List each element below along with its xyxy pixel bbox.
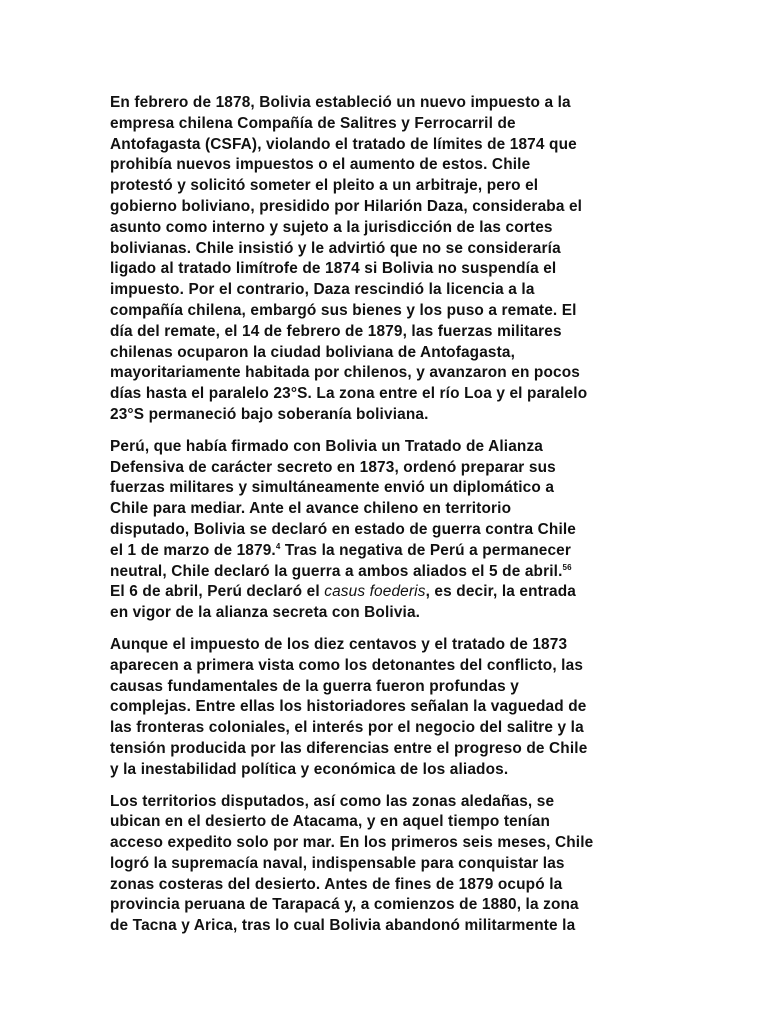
text-line: logró la supremacía naval, indispensable para conquistar las — [110, 854, 565, 872]
paragraph-3 — [110, 635, 655, 781]
document-body — [110, 93, 655, 948]
text-line: chilenas ocuparon la ciudad boliviana de Antofagasta, — [110, 343, 516, 361]
text-line: 23°S permaneció bajo soberanía boliviana. — [110, 405, 429, 423]
text-line: bolivianas. Chile insistió y le advirtió que no se consideraría — [110, 239, 561, 257]
text-fragment: , es decir, la entrada — [425, 583, 577, 601]
text-line: Antofagasta (CSFA), violando el tratado de límites de 1874 que — [110, 135, 577, 153]
text-fragment: el 1 de marzo de 1879. — [110, 541, 276, 559]
paragraph-1 — [110, 93, 655, 426]
text-line: provincia peruana de Tarapacá y, a comienzos de 1880, la zona — [110, 896, 579, 914]
text-line: ligado al tratado limítrofe de 1874 si Bolivia no suspendía el — [110, 260, 557, 278]
text-line: empresa chilena Compañía de Salitres y Ferrocarril de — [110, 114, 516, 132]
text-line: y la inestabilidad política y económica de los aliados. — [110, 760, 509, 778]
text-line: día del remate, el 14 de febrero de 1879, las fuerzas militares — [110, 322, 562, 340]
text-fragment: neutral, Chile declaró la guerra a ambos aliados el 5 de abril. — [110, 562, 563, 580]
text-line: Los territorios disputados, así como las zonas aledañas, se — [110, 792, 555, 810]
text-line: Perú, que había firmado con Bolivia un Tratado de Alianza — [110, 437, 544, 455]
text-line: acceso expedito solo por mar. En los primeros seis meses, Chile — [110, 834, 594, 852]
footnote-ref[interactable]: 56 — [562, 562, 572, 572]
text-line: impuesto. Por el contrario, Daza rescindió la licencia a la — [110, 281, 535, 299]
footnote-ref[interactable]: 4 — [275, 541, 281, 551]
text-line: mayoritariamente habitada por chilenos, y avanzaron en pocos — [110, 364, 580, 382]
paragraph-2 — [110, 437, 655, 624]
text-line: tensión producida por las diferencias entre el progreso de Chile — [110, 739, 588, 757]
text-line: complejas. Entre ellas los historiadores señalan la vaguedad de — [110, 698, 587, 716]
text-line: compañía chilena, embargó sus bienes y los puso a remate. El — [110, 301, 577, 319]
text-line: ubican en el desierto de Atacama, y en aquel tiempo tenían — [110, 813, 551, 831]
text-line: Chile para mediar. Ante el avance chileno en territorio — [110, 500, 512, 518]
text-line: prohibía nuevos impuestos o el aumento de estos. Chile — [110, 156, 531, 174]
text-line: En febrero de 1878, Bolivia estableció un nuevo impuesto a la — [110, 94, 571, 111]
text-line: las fronteras coloniales, el interés por el negocio del salitre y la — [110, 719, 584, 737]
text-line: zonas costeras del desierto. Antes de fines de 1879 ocupó la — [110, 875, 563, 893]
text-line: días hasta el paralelo 23°S. La zona entre el río Loa y el paralelo — [110, 385, 588, 403]
text-line: de Tacna y Arica, tras lo cual Bolivia abandonó militarmente la — [110, 917, 576, 935]
italic-term: casus foederis — [324, 583, 426, 601]
text-line: fuerzas militares y simultáneamente envió un diplomático a — [110, 479, 555, 497]
text-line: disputado, Bolivia se declaró en estado de guerra contra Chile — [110, 520, 577, 538]
text-line: Aunque el impuesto de los diez centavos y el tratado de 1873 — [110, 635, 568, 653]
text-fragment: Tras la negativa de Perú a permanecer — [280, 541, 572, 559]
text-line: aparecen a primera vista como los detonantes del conflicto, las — [110, 656, 584, 674]
text-line: asunto como interno y sujeto a la jurisdicción de las cortes — [110, 218, 553, 236]
text-line — [110, 562, 655, 583]
text-line: en vigor de la alianza secreta con Bolivia. — [110, 604, 421, 622]
text-line: Defensiva de carácter secreto en 1873, ordenó preparar sus — [110, 458, 556, 476]
text-line: causas fundamentales de la guerra fueron profundas y — [110, 677, 519, 695]
text-line: protestó y solicitó someter el pleito a un arbitraje, pero el — [110, 177, 539, 195]
text-fragment: El 6 de abril, Perú declaró el — [110, 583, 325, 601]
text-line: gobierno boliviano, presidido por Hilarión Daza, consideraba el — [110, 197, 583, 215]
text-line — [110, 541, 655, 562]
paragraph-4 — [110, 792, 655, 938]
text-line — [110, 582, 655, 603]
